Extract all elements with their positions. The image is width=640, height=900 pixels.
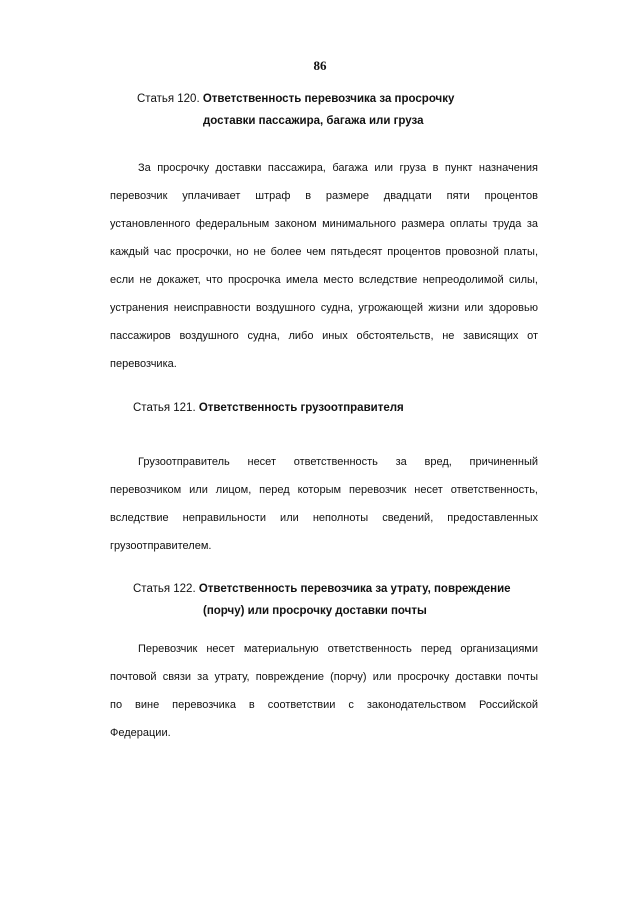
article-122-title-line2: (порчу) или просрочку доставки почты <box>203 605 427 617</box>
article-122-line: Федерации. <box>110 727 171 739</box>
article-122-heading <box>0 578 640 622</box>
article-121-line: вследствие неправильности или неполноты сведений, предоставленных <box>110 512 538 524</box>
article-121-heading <box>0 397 640 419</box>
article-120-body <box>110 160 538 370</box>
article-120-line: пассажиров воздушного судна, либо иных обстоятельств, не зависящих от <box>110 330 538 342</box>
article-120-title: Ответственность перевозчика за просрочку <box>202 93 455 105</box>
article-120-heading <box>0 88 640 132</box>
article-122-title: Ответственность перевозчика за утрату, повреждение <box>198 583 511 595</box>
article-120-line: устранения неисправности воздушного судна, угрожающей жизни или здоровью <box>110 302 538 314</box>
article-120-line: каждый час просрочки, но не более чем пятьдесят процентов провозной платы, <box>110 246 538 258</box>
article-121-title: Ответственность грузоотправителя <box>198 402 404 414</box>
article-122-line: почтовой связи за утрату, повреждение (порчу) или просрочку доставки почты <box>110 671 538 683</box>
article-121-line: перевозчиком или лицом, перед которым перевозчик несет ответственность, <box>110 484 538 496</box>
article-120-line: перевозчик уплачивает штраф в размере двадцати пяти процентов <box>110 190 538 202</box>
article-122-body <box>110 641 538 741</box>
article-120-line: установленного федеральным законом минимального размера оплаты труда за <box>110 218 538 230</box>
page-number: 86 <box>313 58 327 73</box>
article-121-body <box>110 454 538 554</box>
article-122-label: Статья 122. <box>133 583 196 595</box>
article-122-line: по вине перевозчика в соответствии с законодательством Российской <box>110 699 538 711</box>
article-120-label: Статья 120. <box>137 93 200 105</box>
article-120-line: За просрочку доставки пассажира, багажа или груза в пункт назначения <box>138 162 538 174</box>
article-121-label: Статья 121. <box>133 402 196 414</box>
article-120-line: если не докажет, что просрочка имела место вследствие непреодолимой силы, <box>110 274 538 286</box>
article-120-title-line2: доставки пассажира, багажа или груза <box>203 115 424 127</box>
article-121-line: Грузоотправитель несет ответственность за вред, причиненный <box>138 456 538 468</box>
article-120-line: перевозчика. <box>110 358 177 370</box>
article-122-line: Перевозчик несет материальную ответственность перед организациями <box>138 643 538 655</box>
article-121-line: грузоотправителем. <box>110 540 212 552</box>
